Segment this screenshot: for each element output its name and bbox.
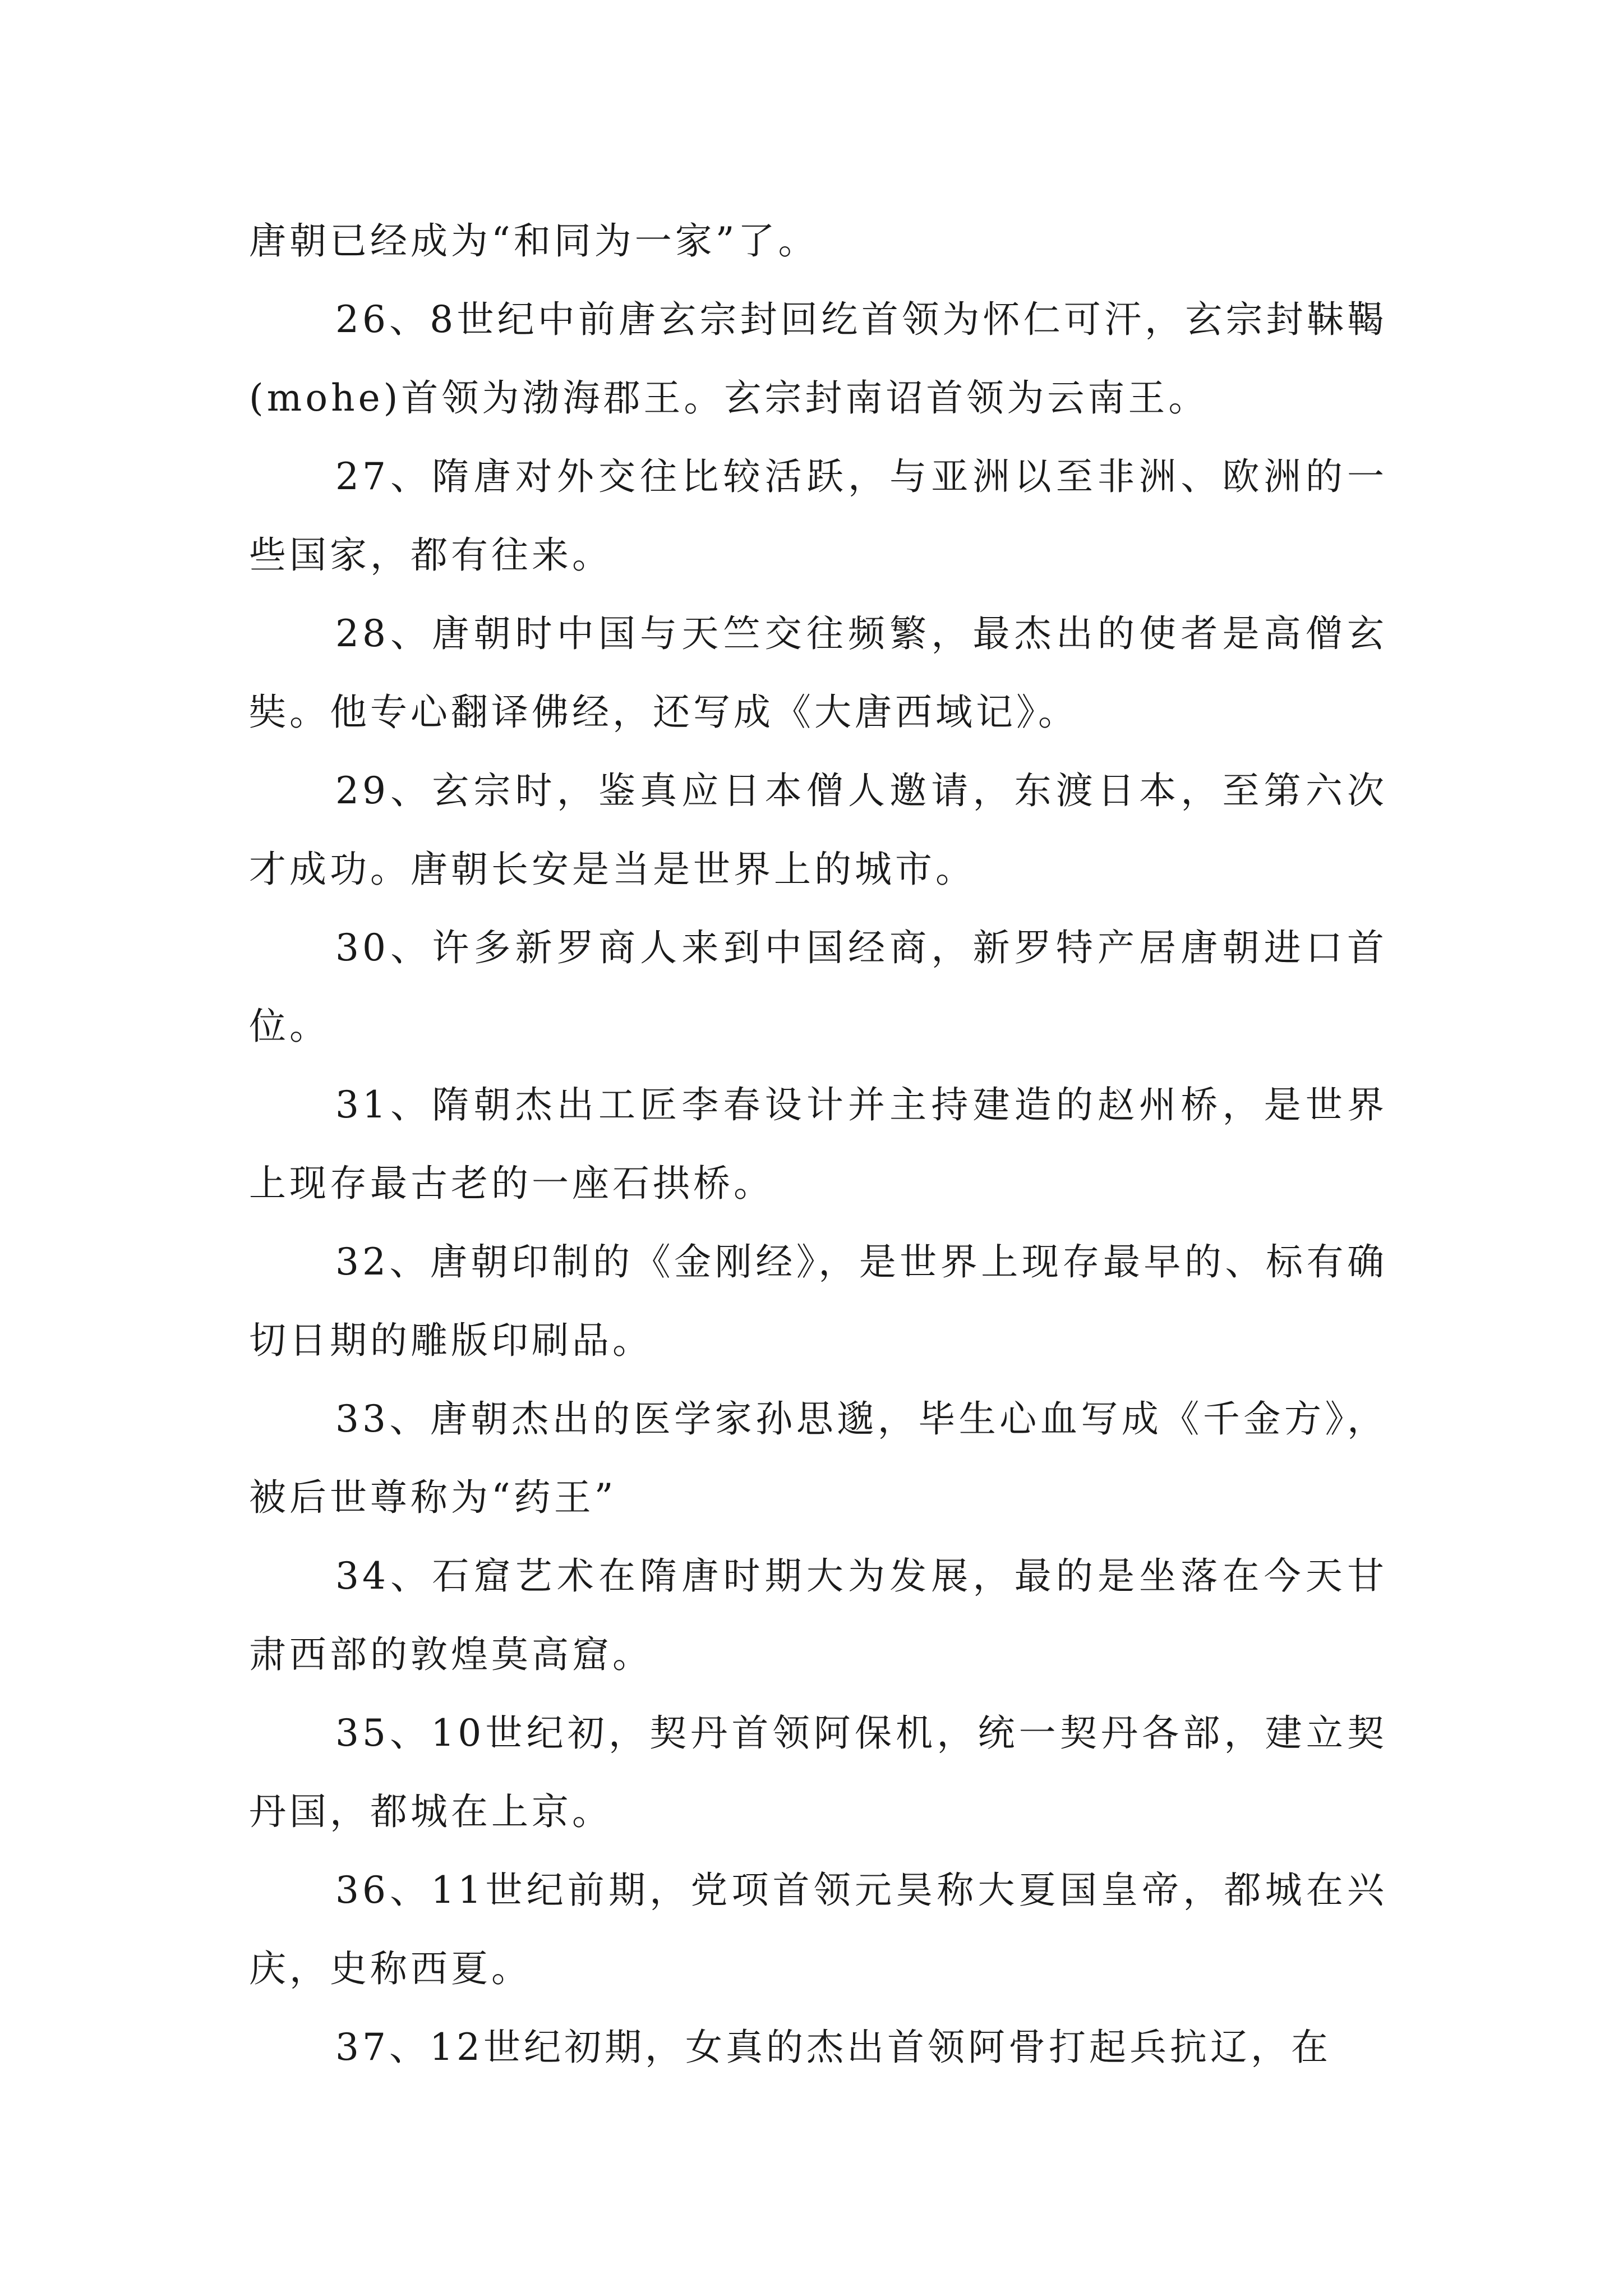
body-text [249,202,1387,2087]
paragraph-34: 34、石窟艺术在隋唐时期大为发展，最的是坐落在今天甘肃西部的敦煌莫高窟。 [249,1554,1387,1676]
paragraph-33: 33、唐朝杰出的医学家孙思邈，毕生心血写成《千金方》，被后世尊称为“药王” [249,1397,1387,1519]
paragraph-37: 37、12世纪初期，女真的杰出首领阿骨打起兵抗辽，在 [335,2026,1331,2069]
paragraph-31: 31、隋朝杰出工匠李春设计并主持建造的赵州桥，是世界上现存最古老的一座石拱桥。 [249,1083,1387,1205]
paragraph-27: 27、隋唐对外交往比较活跃，与亚洲以至非洲、欧洲的一些国家，都有往来。 [249,455,1387,577]
paragraph-32: 32、唐朝印制的《金刚经》，是世界上现存最早的、标有确切日期的雕版印刷品。 [249,1240,1387,1362]
paragraph-28: 28、唐朝时中国与天竺交往频繁，最杰出的使者是高僧玄奘。他专心翻译佛经，还写成《大唐西域记》。 [249,612,1387,734]
paragraph-29: 29、玄宗时，鉴真应日本僧人邀请，东渡日本，至第六次才成功。唐朝长安是当是世界上的城市。 [249,769,1387,891]
paragraph-30: 30、许多新罗商人来到中国经商，新罗特产居唐朝进口首位。 [249,926,1387,1048]
paragraph-36: 36、11世纪前期，党项首领元昊称大夏国皇帝，都城在兴庆，史称西夏。 [249,1869,1387,1990]
paragraph-26: 26、8世纪中前唐玄宗封回纥首领为怀仁可汗，玄宗封靺鞨(mohe)首领为渤海郡王。玄宗封南诏首领为云南王。 [249,298,1387,420]
paragraph-35: 35、10世纪初，契丹首领阿保机，统一契丹各部，建立契丹国，都城在上京。 [249,1711,1387,1833]
paragraph-0: 唐朝已经成为“和同为一家”了。 [249,219,819,263]
